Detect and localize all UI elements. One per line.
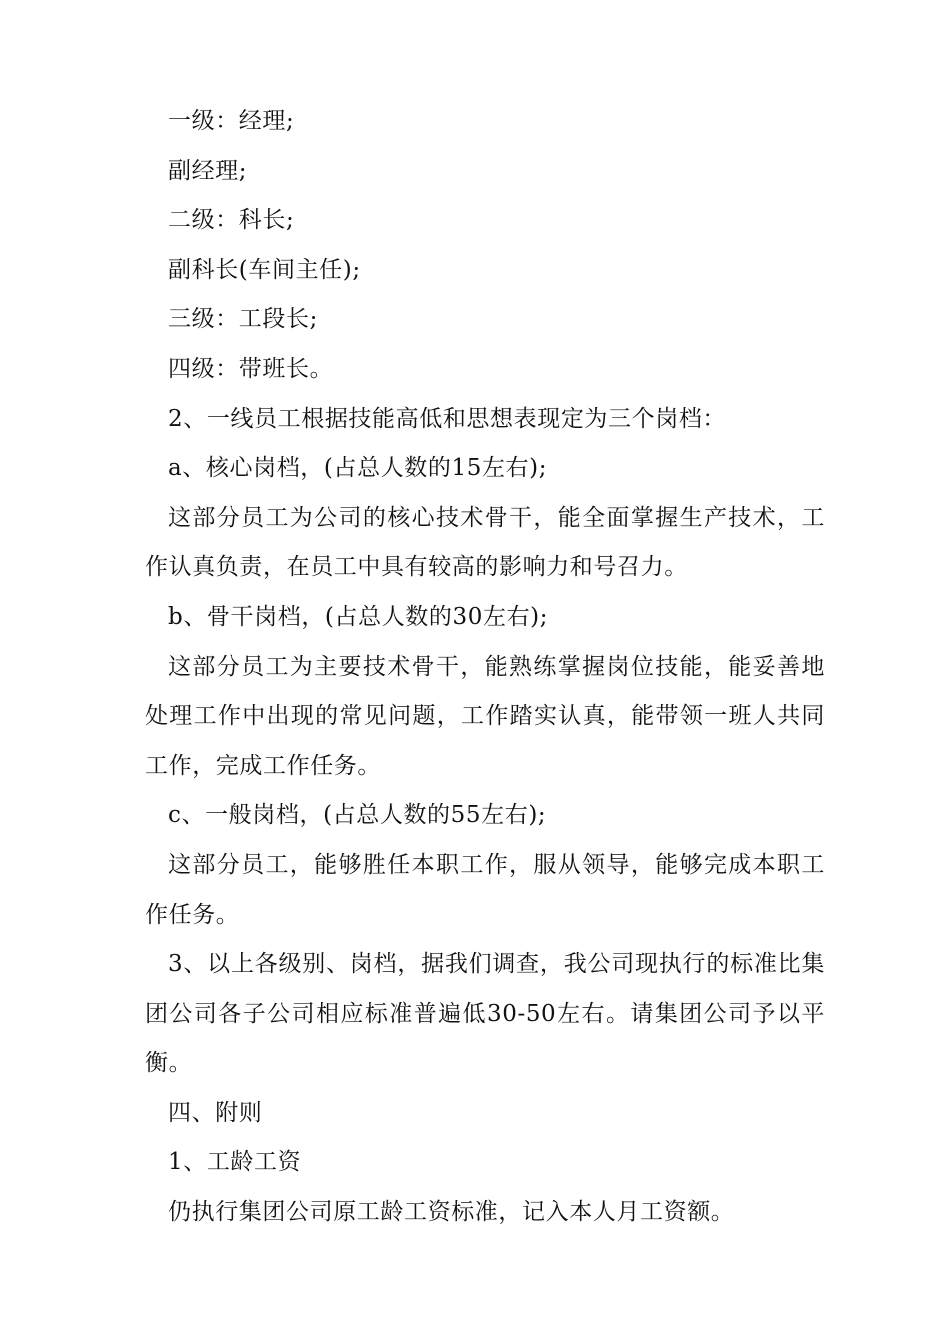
paragraph-deputy-manager: 副经理; <box>168 157 248 184</box>
paragraph-level-three: 三级：工段长; <box>168 306 318 333</box>
paragraph-tier-c: c、一般岗档，(占总人数的55左右); <box>168 802 547 829</box>
document-body <box>145 97 825 1238</box>
paragraph-level-four: 四级：带班长。 <box>168 355 334 382</box>
paragraph-seniority-wage-rule: 仍执行集团公司原工龄工资标准，记入本人月工资额。 <box>168 1199 735 1226</box>
section-heading-supplementary: 四、附则 <box>168 1099 263 1126</box>
paragraph-tier-b: b、骨干岗档，(占总人数的30左右); <box>168 603 549 630</box>
paragraph-frontline-tiers: 2、一线员工根据技能高低和思想表现定为三个岗档： <box>168 405 727 432</box>
paragraph-tier-a: a、核心岗档，(占总人数的15左右); <box>168 455 548 482</box>
paragraph-tier-c-description: 这部分员工，能够胜任本职工作，服从领导，能够完成本职工作任务。 <box>145 851 825 928</box>
paragraph-tier-b-description: 这部分员工为主要技术骨干，能熟练掌握岗位技能，能妥善地处理工作中出现的常见问题，工作踏实认真，能带领一班人共同工作，完成工作任务。 <box>145 653 825 779</box>
paragraph-standards-comparison: 3、以上各级别、岗档，据我们调查，我公司现执行的标准比集团公司各子公司相应标准普遍低30-50左右。请集团公司予以平衡。 <box>145 951 825 1077</box>
paragraph-level-two: 二级：科长; <box>168 207 295 234</box>
paragraph-level-one: 一级：经理; <box>168 108 295 134</box>
subheading-seniority-wage: 1、工龄工资 <box>168 1149 302 1176</box>
paragraph-deputy-section-chief: 副科长(车间主任); <box>168 256 361 283</box>
paragraph-tier-a-description: 这部分员工为公司的核心技术骨干，能全面掌握生产技术，工作认真负责，在员工中具有较高的影响力和号召力。 <box>145 504 825 581</box>
